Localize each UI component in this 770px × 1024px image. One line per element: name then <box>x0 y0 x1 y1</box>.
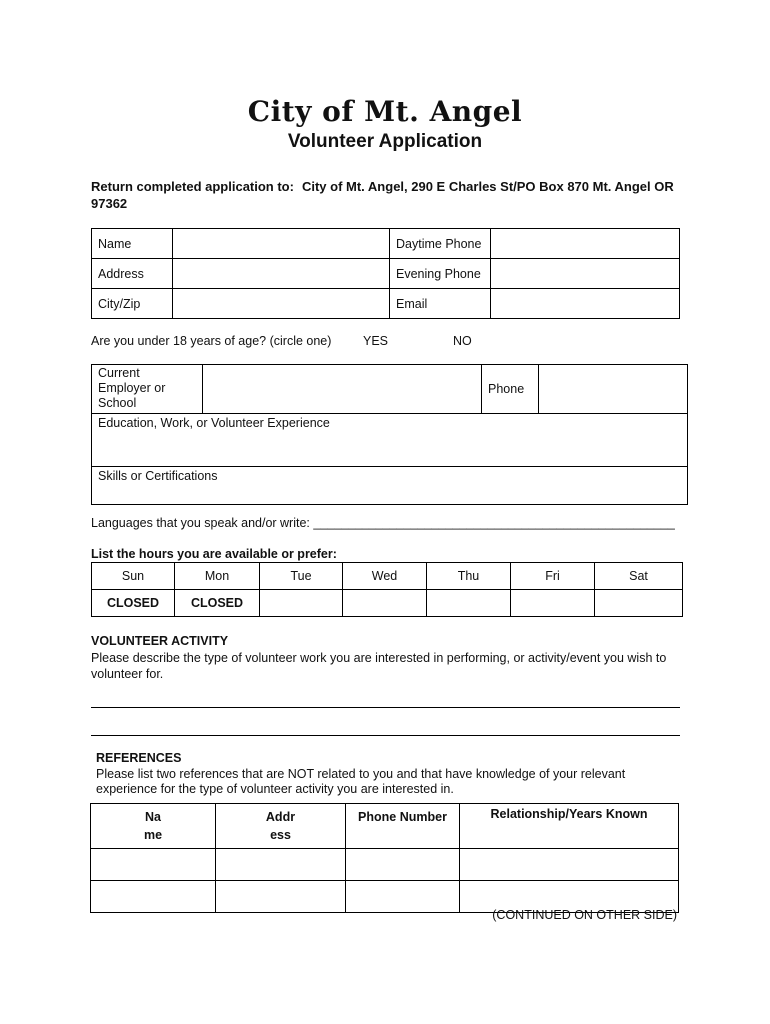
employment-table <box>91 364 688 505</box>
avail-tue[interactable] <box>260 590 343 617</box>
daytime-phone-label: Daytime Phone <box>390 229 491 259</box>
avail-fri[interactable] <box>511 590 595 617</box>
employer-phone-label: Phone <box>482 365 539 414</box>
ref-col-phone-text: Phone Number <box>358 810 447 824</box>
age-yes-option[interactable]: YES <box>363 334 389 348</box>
ref-col-phone <box>346 804 460 849</box>
ref-col-address <box>216 804 346 849</box>
email-field[interactable] <box>491 289 680 319</box>
email-label: Email <box>390 289 491 319</box>
activity-line-2[interactable] <box>91 735 680 736</box>
day-tue: Tue <box>260 563 343 590</box>
avail-wed[interactable] <box>343 590 427 617</box>
address-label: Address <box>92 259 173 289</box>
ref-col-name <box>91 804 216 849</box>
languages-line[interactable]: Languages that you speak and/or write: ____________________________________________________ <box>91 516 675 530</box>
references-header-row <box>91 804 679 849</box>
day-mon: Mon <box>175 563 260 590</box>
experience-box[interactable] <box>92 414 688 467</box>
ref-col-relationship-text: Relationship/Years Known <box>490 807 648 821</box>
ref-col-relationship <box>460 804 679 849</box>
hours-availability-row <box>92 590 683 617</box>
ref-col-address-line1: Addr <box>265 810 296 824</box>
day-thu: Thu <box>427 563 511 590</box>
employer-label-text: Current Employer or School <box>98 366 166 410</box>
age-question-text: Are you under 18 years of age? (circle one) <box>91 334 332 348</box>
age-no-option[interactable]: NO <box>453 334 472 348</box>
volunteer-activity-description: Please describe the type of volunteer work you are interested in performing, or activity/event you wish to volunteer for. <box>91 651 667 681</box>
day-sat: Sat <box>595 563 683 590</box>
day-fri: Fri <box>511 563 595 590</box>
cityzip-field[interactable] <box>173 289 390 319</box>
volunteer-activity-heading: VOLUNTEER ACTIVITY <box>91 634 229 648</box>
ref1-address-field[interactable] <box>216 849 346 881</box>
ref-col-name-line2: me <box>143 828 163 842</box>
evening-phone-field[interactable] <box>491 259 680 289</box>
return-instructions <box>91 178 691 212</box>
ref1-name-field[interactable] <box>91 849 216 881</box>
skills-box[interactable] <box>92 467 688 505</box>
cityzip-label: City/Zip <box>92 289 173 319</box>
evening-phone-label: Evening Phone <box>390 259 491 289</box>
reference-row <box>91 849 679 881</box>
address-field[interactable] <box>173 259 390 289</box>
hours-heading: List the hours you are available or prefer: <box>91 547 337 561</box>
references-heading: REFERENCES <box>96 751 182 765</box>
return-address: City of Mt. Angel, 290 E Charles St/PO Box 870 Mt. Angel OR 97362 <box>91 179 674 211</box>
ref2-name-field[interactable] <box>91 881 216 913</box>
employer-label <box>92 365 203 414</box>
skills-label: Skills or Certifications <box>98 469 218 483</box>
contact-info-table <box>91 228 680 319</box>
ref2-address-field[interactable] <box>216 881 346 913</box>
city-title: City of Mt. Angel <box>247 95 523 128</box>
ref-col-name-line1: Na <box>145 810 161 824</box>
continued-note: (CONTINUED ON OTHER SIDE) <box>492 908 677 922</box>
name-label: Name <box>92 229 173 259</box>
daytime-phone-field[interactable] <box>491 229 680 259</box>
avail-sun[interactable]: CLOSED <box>92 590 175 617</box>
day-wed: Wed <box>343 563 427 590</box>
avail-sat[interactable] <box>595 590 683 617</box>
form-title: Volunteer Application <box>287 131 483 152</box>
employer-field[interactable] <box>203 365 482 414</box>
hours-table <box>91 562 683 617</box>
ref1-relationship-field[interactable] <box>460 849 679 881</box>
return-label: Return completed application to: <box>91 179 294 194</box>
ref2-phone-field[interactable] <box>346 881 460 913</box>
hours-day-row <box>92 563 683 590</box>
experience-label: Education, Work, or Volunteer Experience <box>98 416 330 430</box>
references-table <box>90 803 679 913</box>
employer-phone-field[interactable] <box>539 365 688 414</box>
day-sun: Sun <box>92 563 175 590</box>
activity-line-1[interactable] <box>91 707 680 708</box>
ref-col-address-line2: ess <box>270 828 291 842</box>
name-field[interactable] <box>173 229 390 259</box>
ref1-phone-field[interactable] <box>346 849 460 881</box>
references-description: Please list two references that are NOT related to you and that have knowledge of your relevant experience for the type of volunteer activity you are interested in. <box>96 767 626 796</box>
avail-mon[interactable]: CLOSED <box>175 590 260 617</box>
avail-thu[interactable] <box>427 590 511 617</box>
